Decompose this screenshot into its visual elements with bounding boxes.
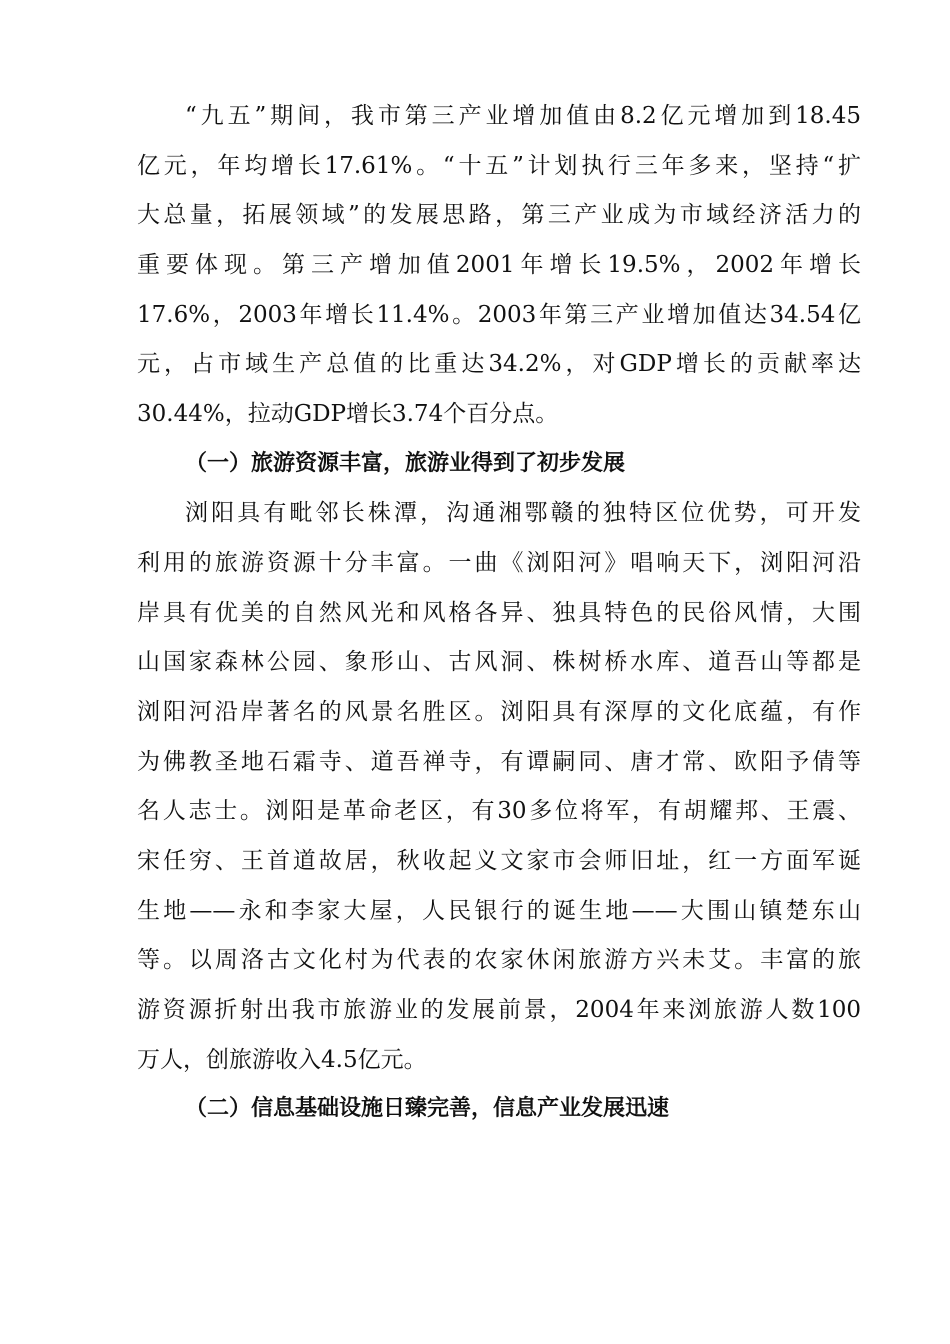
text-line: 等。以周洛古文化村为代表的农家休闲旅游方兴未艾。丰富的旅 [137, 947, 861, 973]
section-heading-information: （二）信息基础设施日臻完善，信息产业发展迅速 [185, 1096, 670, 1121]
text-line: 浏阳河沿岸著名的风景名胜区。浏阳具有深厚的文化底蕴，有作 [137, 699, 861, 725]
text-line: 为佛教圣地石霜寺、道吾禅寺，有谭嗣同、唐才常、欧阳予倩等 [137, 749, 861, 775]
text-line: 亿元，年均增长17.61%。“十五”计划执行三年多来，坚持“扩 [137, 153, 861, 179]
text-line: 17.6%，2003年增长11.4%。2003年第三产业增加值达34.54亿 [137, 302, 861, 328]
text-line: 元，占市域生产总值的比重达34.2%，对GDP增长的贡献率达 [137, 351, 861, 377]
section-heading-tourism: （一）旅游资源丰富，旅游业得到了初步发展 [185, 451, 626, 476]
text-line: 万人，创旅游收入4.5亿元。 [137, 1047, 427, 1073]
text-line: 利用的旅游资源十分丰富。一曲《浏阳河》唱响天下，浏阳河沿 [137, 550, 861, 576]
text-line: 名人志士。浏阳是革命老区，有30多位将军，有胡耀邦、王震、 [137, 798, 861, 824]
text-line: 30.44%，拉动GDP增长3.74个百分点。 [137, 401, 559, 427]
text-line: 游资源折射出我市旅游业的发展前景，2004年来浏旅游人数100 [137, 997, 861, 1023]
text-line: 生地——永和李家大屋，人民银行的诞生地——大围山镇楚东山 [137, 898, 861, 924]
text-line: 宋任穷、王首道故居，秋收起义文家市会师旧址，红一方面军诞 [137, 848, 861, 874]
text-line: 岸具有优美的自然风光和风格各异、独具特色的民俗风情，大围 [137, 600, 861, 626]
text-line: “九五”期间，我市第三产业增加值由8.2亿元增加到18.45 [185, 103, 861, 129]
text-line: 大总量，拓展领域”的发展思路，第三产业成为市域经济活力的 [137, 202, 861, 228]
text-line: 山国家森林公园、象形山、古风洞、株树桥水库、道吾山等都是 [137, 649, 861, 675]
text-line: 重要体现。第三产增加值2001年增长19.5%，2002年增长 [137, 252, 861, 278]
text-line: 浏阳具有毗邻长株潭，沟通湘鄂赣的独特区位优势，可开发 [185, 500, 861, 526]
